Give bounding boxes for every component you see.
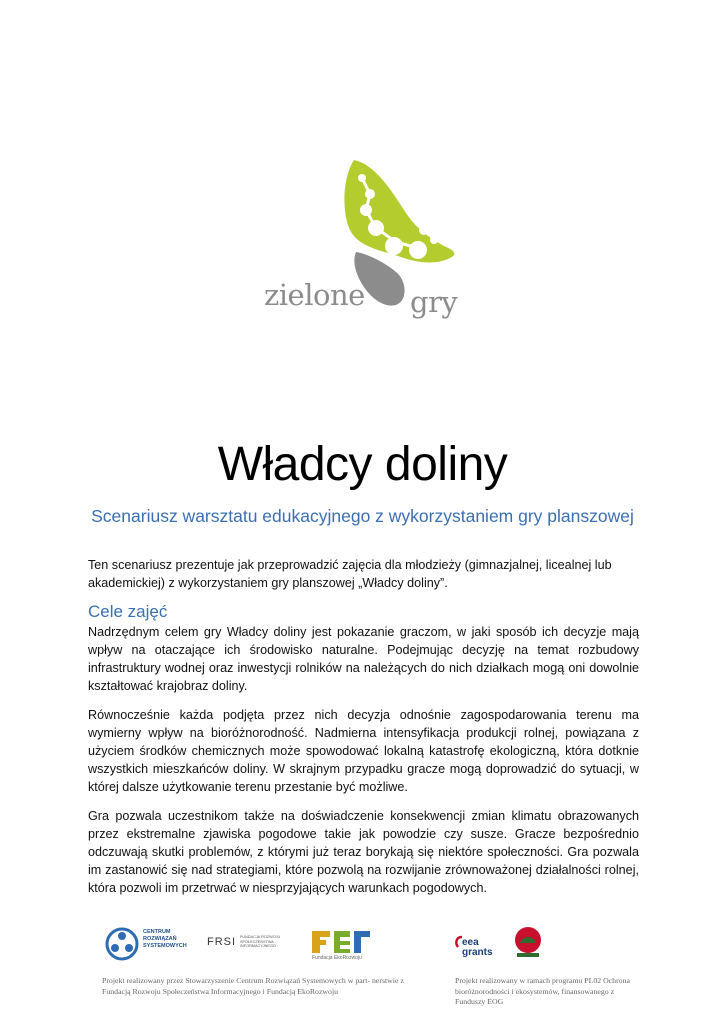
logo-word-gry: gry [410, 285, 458, 319]
intro-paragraph: Ten scenariusz prezentuje jak przeprowadzić zajęcia dla młodzieży (gimnazjalnej, licealnej lub akademickiej) z wykorzystaniem gry planszowej „Władcy doliny”. [88, 558, 612, 590]
crs-logo [105, 925, 200, 965]
crs-name: CENTRUM ROZWIĄZAŃ SYSTEMOWYCH [143, 929, 187, 949]
fer-name: Fundacja EkoRozwoju [312, 955, 362, 961]
eea-name: eea grants [462, 937, 493, 958]
section-heading: Cele zajęć [88, 602, 168, 621]
logo-word-zielone: zielone [264, 278, 365, 312]
zielone-gry-logo [258, 158, 468, 318]
frsi-logo [207, 925, 283, 965]
document-body [88, 556, 639, 908]
document-title: Władcy doliny [217, 438, 508, 492]
body-paragraph: Gra pozwala uczestnikom także na doświadczenie konsekwencji zmian klimatu obrazowanych przez ekstremalne zjawiska pogodowe takie jak powodzie czy susze. Gracze bezpośrednio odczuwają skutki problemów, z którymi już teraz borykają się niektóre społeczności. Gra pozwala im zastanowić się nad strategiami, które pozwolą na rozwijanie zrównoważonej działalności rolnej, która pozwoli im przetrwać w niesprzyjających warunkach pogodowych. [88, 809, 639, 895]
frsi-name: FRSI [207, 936, 237, 948]
document-subtitle: Scenariusz warsztatu edukacyjnego z wykorzystaniem gry planszowej [91, 506, 634, 526]
body-paragraph: Nadrzędnym celem gry Władcy doliny jest pokazanie graczom, w jaki sposób ich decyzje mają wpływ na otaczające ich środowisko naturalne. Podejmując decyzję na temat rozbudowy infrastruktury wodnej oraz inwestycji rolników na należących do nich działkach mogą oni dowolnie kształtować krajobraz doliny. [88, 625, 639, 693]
partner-logos [100, 925, 560, 969]
crs-emblem-icon [105, 927, 139, 961]
fer-logo [310, 925, 380, 965]
fer-emblem-icon [310, 927, 374, 955]
frsi-fullname: FUNDACJA ROZWOJU SPOŁECZEŃSTWA INFORMACYJNEGO [240, 935, 281, 948]
eea-grants-logo [454, 925, 496, 965]
norway-grants-logo [513, 925, 543, 965]
footer-note-left: Projekt realizowany przez Stowarzyszenie Centrum Rozwiązań Systemowych w part- nerstwie z Fundacją Rozwoju Społeczeństwa Informacyjnego i Fundacją EkoRozwoju [102, 976, 404, 996]
norway-emblem-icon [513, 925, 543, 959]
body-paragraph: Równocześnie każda podjęta przez nich decyzja odnośnie zagospodarowania terenu ma wymierny wpływ na bioróżnorodność. Nadmierna intensyfikacja produkcji rolnej, powiązana z użyciem środków chemicznych może spowodować lokalną katastrofę ekologiczną, która dotknie wszystkich mieszkańców doliny. W skrajnym przypadku gracze mogą doprowadzić do sytuacji, w której dalsze użytkowanie terenu przestanie być możliwe. [88, 708, 639, 794]
footer-note-right: Projekt realizowany w ramach programu PL02 Ochrona bioróżnorodności i ekosystemów, finansowanego z Funduszy EOG [455, 976, 630, 1006]
